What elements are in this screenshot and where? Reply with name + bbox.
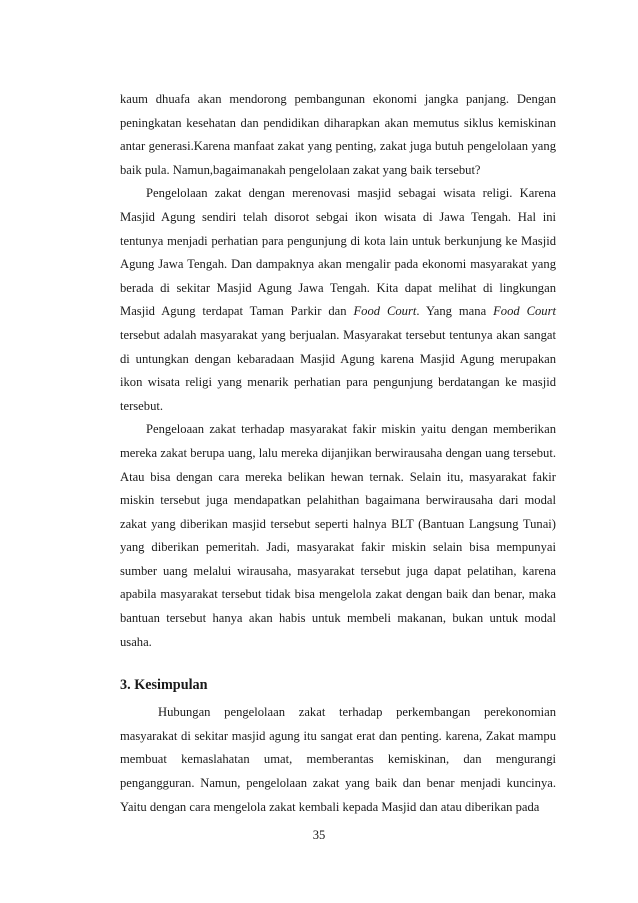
food-court-term: Food Court (353, 304, 417, 319)
paragraph-2-text: . Yang mana (416, 304, 494, 319)
food-court-term: Food Court (493, 304, 556, 319)
section-heading: 3. Kesimpulan (120, 677, 208, 694)
paragraph-1 (120, 88, 556, 182)
paragraph-2-text: Pengelolaan zakat dengan merenovasi masjid sebagai wisata religi. Karena Masjid Agung sendiri telah disorot sebgai ikon wisata di Jawa Tengah. Hal ini tentunya menjadi perhatian para pengunjung di kota lain untuk berkunjung ke Masjid Agung Jawa Tengah. Dan dampaknya akan mengalir pada ekonomi masyarakat yang berada di sekitar Masjid Agung Jawa Tengah. Kita dapat melihat di lingkungan Masjid Agung terdapat Taman Parkir dan (120, 186, 556, 319)
paragraph-1-text: kaum dhuafa akan mendorong pembangunan ekonomi jangka panjang. Dengan peningkatan kesehatan dan pendidikan diharapkan akan memutus siklus kemiskinan antar generasi.Karena manfaat zakat yang penting, zakat juga butuh pengelolaan yang baik pula. Namun,bagaimanakah pengelolaan zakat yang baik tersebut? (120, 92, 556, 177)
conclusion-paragraph (120, 701, 556, 819)
document-body (120, 88, 556, 819)
paragraph-2 (120, 182, 556, 418)
paragraph-3-text: Pengeloaan zakat terhadap masyarakat fakir miskin yaitu dengan memberikan mereka zakat berupa uang, lalu mereka dijanjikan berwirausaha dengan uang tersebut. Atau bisa dengan cara mereka belikan hewan ternak. Selain itu, masyarakat fakir miskin tersebut juga mendapatkan pelahithan bagaimana berwirausaha dari modal zakat yang diberikan masjid tersebut seperti halnya BLT (Bantuan Langsung Tunai) yang diberikan pemeritah. Jadi, masyarakat fakir miskin selain bisa mempunyai sumber uang melalui wirausaha, masyarakat tersebut juga dapat pelatihan, karena apabila masyarakat tersebut tidak bisa mengelola zakat dengan baik dan benar, maka bantuan tersebut hanya akan habis untuk membeli makanan, bukan untuk modal usaha. (120, 422, 556, 649)
paragraph-3 (120, 418, 556, 654)
page-number: 35 (312, 828, 326, 842)
conclusion-paragraph-text: Hubungan pengelolaan zakat terhadap perkembangan perekonomian masyarakat di sekitar masjid agung itu sangat erat dan penting. karena, Zakat mampu membuat kemaslahatan umat, memberantas kemiskinan, dan mengurangi pengangguran. Namun, pengelolaan zakat yang baik dan benar menjadi kuncinya. Yaitu dengan cara mengelola zakat kembali kepada Masjid dan atau diberikan pada (120, 705, 556, 814)
paragraph-2-text: tersebut adalah masyarakat yang berjualan. Masyarakat tersebut tentunya akan sangat di untungkan dengan kebaradaan Masjid Agung karena Masjid Agung merupakan ikon wisata religi yang menarik perhatian para pengunjung berdatangan ke masjid tersebut. (120, 327, 556, 413)
